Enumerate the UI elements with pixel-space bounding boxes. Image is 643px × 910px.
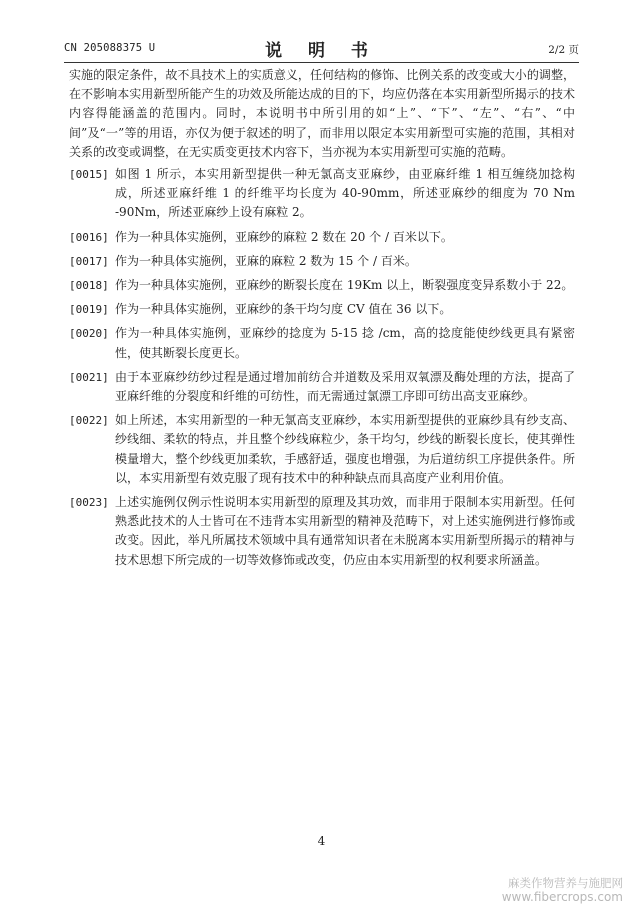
- paragraph-text: 作为一种具体实施例，亚麻纱的断裂长度在 19Km 以上，断裂强度变异系数小于 22。: [115, 278, 574, 293]
- paragraph-text: 作为一种具体实施例，亚麻的麻粒 2 数为 15 个 / 百米。: [115, 253, 417, 268]
- paragraph-number: [0019]: [69, 303, 109, 317]
- paragraph-number: [0018]: [69, 279, 109, 293]
- document-body: [69, 66, 575, 575]
- patent-number: CN 205088375 U: [64, 42, 156, 54]
- paragraph-text: 如上所述，本实用新型的一种无氯高支亚麻纱，本实用新型提供的亚麻纱具有纱支高、纱线细、柔软的特点，并且整个纱线麻粒少，条干均匀，纱线的断裂长度长，使其弹性模量增大，整个纱线更加柔软，手感舒适，强度也增强，为后道纺织工序提供条件。所以，本实用新型有效克服了现有技术中的种种缺点而具高度产业利用价值。: [115, 413, 575, 485]
- paragraph: [69, 411, 575, 488]
- paragraph: [69, 368, 575, 406]
- paragraph: [69, 493, 575, 570]
- document-title: 说 明 书: [265, 41, 378, 61]
- paragraph-text: 由于本亚麻纱纺纱过程是通过增加前纺合并道数及采用双氧漂及酶处理的方法，提高了亚麻纤维的分裂度和纤维的可纺性，而无需通过氯漂工序即可纺出高支亚麻纱。: [115, 369, 575, 404]
- paragraph: [69, 324, 575, 362]
- page-header: [64, 36, 579, 60]
- paragraph-text: 作为一种具体实施例，亚麻纱的条干均匀度 CV 值在 36 以下。: [115, 302, 452, 317]
- header-rule: [64, 62, 579, 63]
- page-indicator: 2/2 页: [548, 44, 579, 56]
- intro-paragraph: 实施的限定条件，故不具技术上的实质意义，任何结构的修饰、比例关系的改变或大小的调整，在不影响本实用新型所能产生的功效及所能达成的目的下，均应仍落在本实用新型所揭示的技术内容得能涵盖的范围内。同时，本说明书中所引用的如“上”、“下”、“左”、“右”、“中间”及“一”等的用语，亦仅为便于叙述的明了，而非用以限定本实用新型可实施的范围，其相对关系的改变或调整，在无实质变更技术内容下，当亦视为本实用新型可实施的范畴。: [69, 68, 575, 159]
- paragraph-number: [0017]: [69, 254, 109, 268]
- paragraph-number: [0021]: [69, 370, 109, 384]
- paragraph-text: 作为一种具体实施例，亚麻纱的捻度为 5-15 捻 /cm，高的捻度能使纱线更具有紧密性，使其断裂长度更长。: [115, 326, 575, 360]
- paragraph: [69, 276, 575, 295]
- paragraph: [69, 252, 575, 271]
- watermark-name: 麻类作物营养与施肥网: [508, 876, 623, 890]
- paragraph: [69, 165, 575, 223]
- numbered-paragraphs: [69, 165, 575, 570]
- paragraph-number: [0023]: [69, 496, 109, 510]
- paragraph-text: 作为一种具体实施例，亚麻纱的麻粒 2 数在 20 个 / 百米以下。: [115, 229, 453, 244]
- paragraph-text: 上述实施例仅例示性说明本实用新型的原理及其功效，而非用于限制本实用新型。任何熟悉此技术的人士皆可在不违背本实用新型的精神及范畴下，对上述实施例进行修饰或改变。因此，举凡所属技术领域中具有通常知识者在未脱离本实用新型所揭示的精神与技术思想下所完成的一切等效修饰或改变，仍应由本实用新型的权利要求所涵盖。: [115, 495, 575, 567]
- paragraph-number: [0016]: [69, 230, 109, 244]
- paragraph-number: [0022]: [69, 414, 109, 428]
- paragraph: [69, 228, 575, 247]
- watermark: [502, 876, 623, 904]
- watermark-url: www.fibercrops.com: [501, 890, 623, 904]
- paragraph-number: [0015]: [69, 168, 109, 182]
- paragraph: [69, 300, 575, 319]
- paragraph-text: 如图 1 所示，本实用新型提供一种无氯高支亚麻纱，由亚麻纤维 1 相互缠绕加捻构成，所述亚麻纤维 1 的纤维平均长度为 40-90mm，所述亚麻纱的细度为 70 Nm -90Nm，所述亚麻纱上设有麻粒 2。: [115, 167, 575, 220]
- page-number: 4: [317, 834, 326, 848]
- paragraph-number: [0020]: [69, 327, 109, 341]
